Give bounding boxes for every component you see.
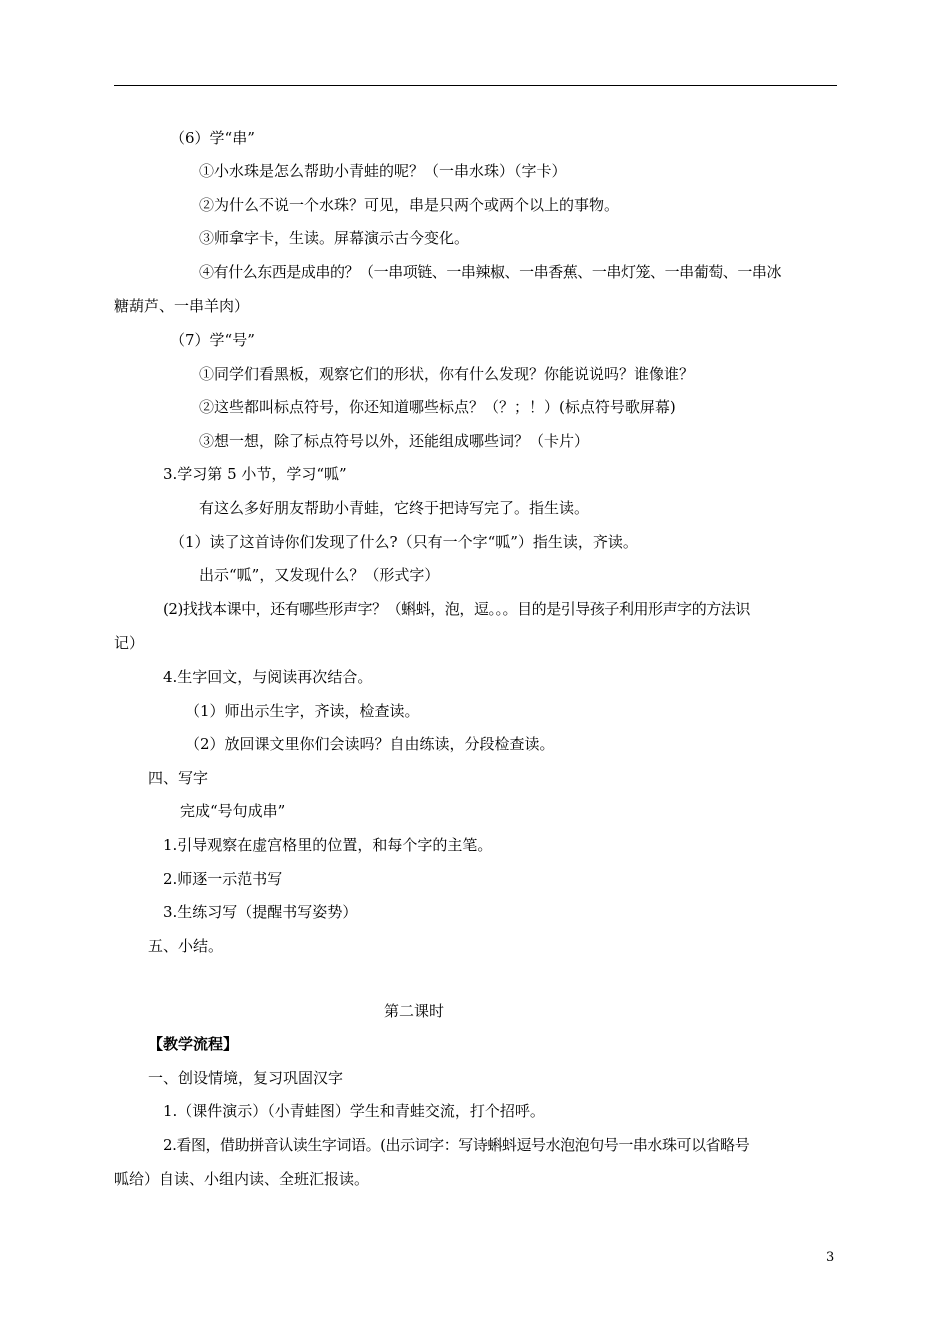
text-line: 记） — [114, 634, 145, 652]
text-line: 出示“呱”，又发现什么？（形式字） — [199, 566, 440, 584]
text-line: ④有什么东西是成串的？（一串项链、一串辣椒、一串香蕉、一串灯笼、一串葡萄、一串冰 — [199, 263, 782, 281]
text-line: 2.看图，借助拼音认读生字词语。(出示词字：写诗蝌蚪逗号水泡泡句号一串水珠可以省略号 — [163, 1136, 750, 1154]
section-heading: 【教学流程】 — [148, 1035, 239, 1053]
text-line: （1）读了这首诗你们发现了什么?（只有一个字“呱”）指生读，齐读。 — [170, 533, 638, 551]
text-line: 3.生练习写（提醒书写姿势） — [163, 903, 358, 921]
page-number: 3 — [826, 1250, 835, 1265]
header-rule — [114, 85, 837, 86]
text-line: ①小水珠是怎么帮助小青蛙的呢？（一串水珠）（字卡） — [199, 162, 567, 180]
section-heading: 一、创设情境，复习巩固汉字 — [148, 1069, 344, 1087]
text-line: ②为什么不说一个水珠？可见，串是只两个或两个以上的事物。 — [199, 196, 620, 214]
text-line: ③师拿字卡，生读。屏幕演示古今变化。 — [199, 229, 470, 247]
text-line: （2）放回课文里你们会读吗？自由练读，分段检查读。 — [185, 735, 555, 753]
text-line: (2)找找本课中，还有哪些形声字？（蝌蚪，泡，逗。。。目的是引导孩子利用形声字的方法识 — [163, 600, 750, 618]
text-line: ②这些都叫标点符号，你还知道哪些标点？（？；！）(标点符号歌屏幕) — [199, 398, 676, 416]
text-line: 1.（课件演示）（小青蛙图）学生和青蛙交流，打个招呼。 — [163, 1102, 545, 1120]
text-line: 1.引导观察在虚宫格里的位置，和每个字的主笔。 — [163, 836, 493, 854]
text-line: 呱给）自读、小组内读、全班汇报读。 — [114, 1170, 370, 1188]
section-heading: 四、写字 — [148, 769, 209, 787]
text-line: 3.学习第 5 小节，学习“呱” — [163, 465, 347, 483]
text-line: 2.师逐一示范书写 — [163, 870, 283, 888]
text-line: 糖葫芦、一串羊肉） — [114, 297, 250, 315]
text-line: （1）师出示生字，齐读，检查读。 — [185, 702, 420, 720]
lesson-title: 第二课时 — [384, 1002, 445, 1020]
text-line: ①同学们看黑板，观察它们的形状，你有什么发现？你能说说吗？谁像谁？ — [199, 365, 695, 383]
text-line: ③想一想，除了标点符号以外，还能组成哪些词？（卡片） — [199, 432, 590, 450]
text-line: （7）学“号” — [170, 331, 255, 349]
text-line: 完成“号句成串” — [180, 802, 286, 820]
text-line: 有这么多好朋友帮助小青蛙，它终于把诗写完了。指生读。 — [199, 499, 590, 517]
text-line: 4.生字回文，与阅读再次结合。 — [163, 668, 373, 686]
section-heading: 五、小结。 — [148, 937, 224, 955]
text-line: （6）学“串” — [170, 129, 255, 147]
